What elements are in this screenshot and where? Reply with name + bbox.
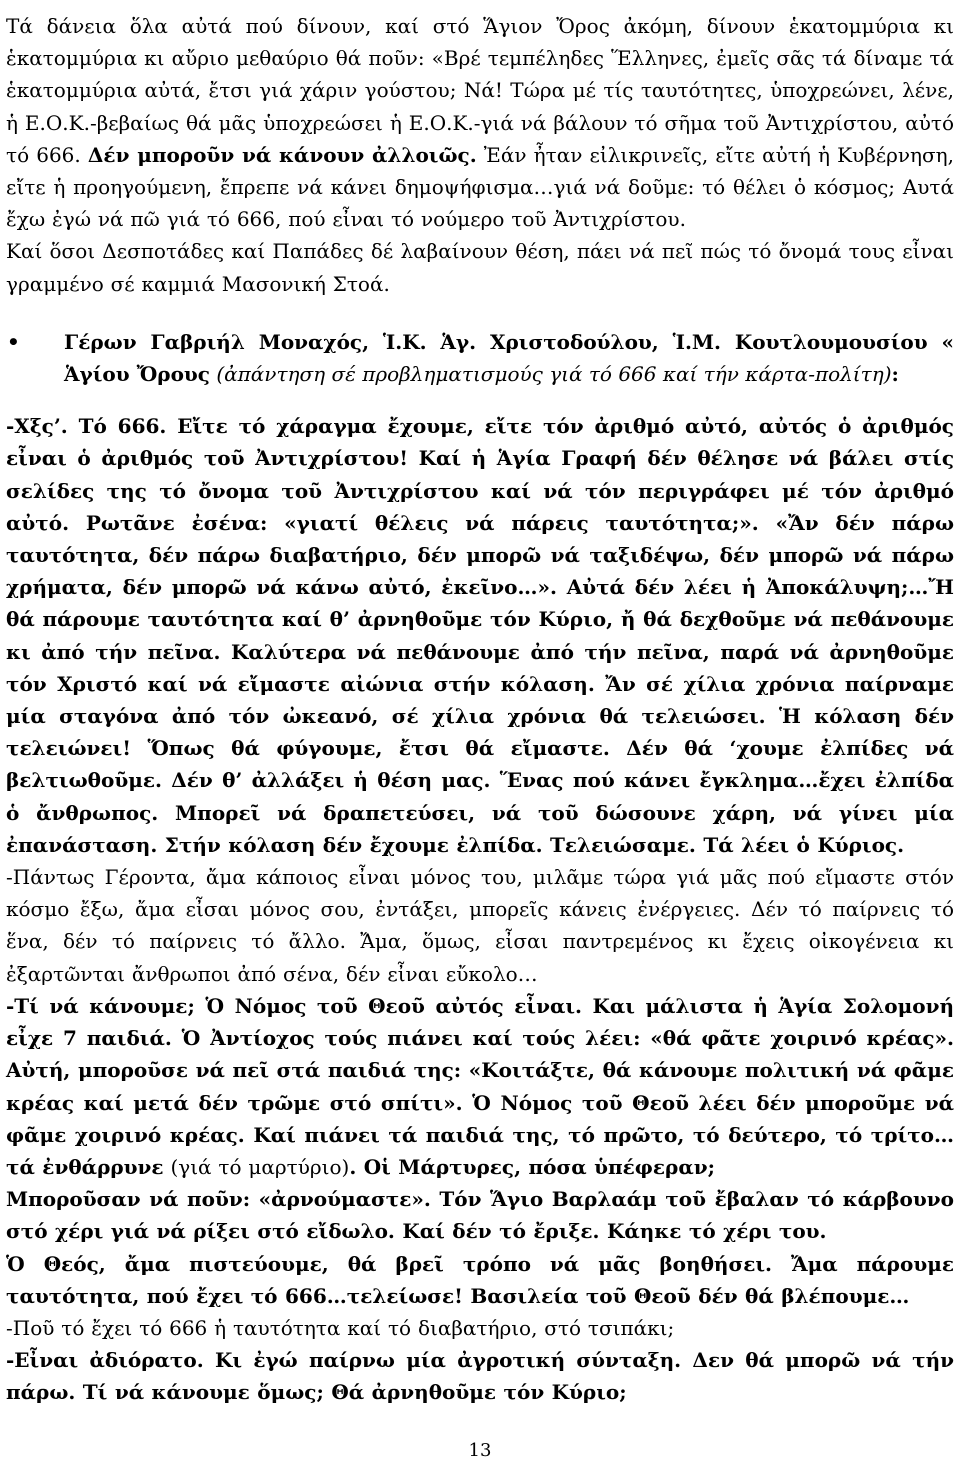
solomoni-bold-part2: . Οἱ Μάρτυρες, πόσα ὑπέφεραν; [349, 1154, 715, 1179]
solomoni-bold-part1: -Τί νά κάνουμε; Ὁ Νόμος τοῦ Θεοῦ αὐτός εἶναι. Και μάλιστα ἡ Ἁγία Σολομονή εἶχε 7 παιδιά. Ὁ Ἀντίοχος τούς πιάνει καί τούς λέει: «θά φᾶτε χοιρινό κρέας». Αὐτή, μποροῦσε νά πεῖ στά παιδιά της: «Κοιτάξτε, θά κάνουμε πολιτική νά φᾶμε κρέας καί μετά δέν τρῶμε στό σπίτι». Ὁ Νόμος τοῦ Θεοῦ λέει δέν μποροῦμε νά φᾶμε χοιρινό κρέας. Καί πιάνει τά παιδιά της, τό πρῶτο, τό δεύτερο, τό τρίτο…τά ἐνθάρρυνε [6, 993, 954, 1179]
paragraph-question-family: -Πάντως Γέροντα, ἄμα κάποιος εἶναι μόνος του, μιλᾶμε τώρα γιά μᾶς πού εἴμαστε στόν κόσμο ἔξω, ἄμα εἶσαι μόνος σου, ἐντάξει, μπορεῖς κάνεις ἐνέργειες. Δέν τό παίρνεις τό ἕνα, δέν τό παίρνεις τό ἄλλο. Ἄμα, ὅμως, εἶσαι παντρεμένος κι ἔχεις οἰκογένεια κι ἐξαρτῶνται ἄνθρωποι ἀπό σένα, δέν εἶναι εὔκολο… [6, 865, 954, 986]
page-number: 13 [468, 1440, 492, 1461]
source-citation [64, 326, 954, 390]
bullet-icon: • [7, 329, 20, 354]
intro-text-part1: Τά δάνεια ὅλα αὐτά πού δίνουν, καί στό Ἅγιον Ὄρος ἀκόμη, δίνουν ἑκατομμύρια κι ἑκατομμύρια κι αὔριο μεθαύριο θά ποῦν: «Βρέ τεμπέληδες Ἕλληνες, ἐμεῖς σᾶς τά δίναμε τά ἑκατομμύρια αὐτά, ἔτσι γιά χάριν γούστου; Νά! Τώρα μέ τίς ταυτότητες, ὑποχρεώνει, λένε, ἡ Ε.Ο.Κ.-βεβαίως θά μᾶς ὑποχρεώσει ἡ Ε.Ο.Κ.-γιά νά βάλουν τό σῆμα τοῦ Ἀντιχρίστου, αὐτό τό 666. [6, 14, 954, 167]
paragraph-varlaam: Μποροῦσαν νά ποῦν: «ἀρνούμαστε». Τόν Ἅγιο Βαρλαάμ τοῦ ἔβαλαν τό κάρβουνο στό χέρι γιά νά ρίξει στό εἴδωλο. Καί δέν τό ἔριξε. Κάηκε τό χέρι του. [6, 1187, 954, 1244]
paragraph-intro [6, 10, 954, 235]
paragraph-solomoni [6, 990, 954, 1183]
paragraph-god-helps: Ὁ Θεός, ἄμα πιστεύουμε, θά βρεῖ τρόπο νά μᾶς βοηθήσει. Ἄμα πάρουμε ταυτότητα, πού ἔχει τό 666…τελείωσε! Βασιλεία τοῦ Θεοῦ δέν θά βλέπουμε… [6, 1251, 954, 1308]
source-author: Γέρων Γαβριήλ Μοναχός, Ἱ.Κ. Ἁγ. Χριστοδούλου, Ἱ.Μ. Κουτλουμουσίου « Ἁγίου Ὄρους [64, 329, 954, 387]
solomoni-normal-part: (γιά τό μαρτύριο) [163, 1154, 350, 1179]
spacer [6, 390, 954, 410]
paragraph-answer-invisible: -Εἶναι ἀδιόρατο. Κι ἐγώ παίρνω μία ἀγροτική σύνταξη. Δεν θά μπορῶ νά τήν πάρω. Τί νά κάνουμε ὅμως; Θά ἀρνηθοῦμε τόν Κύριο; [6, 1348, 954, 1405]
intro-bold-phrase: Δέν μποροῦν νά κάνουν ἀλλοιῶς. [87, 142, 477, 167]
source-subtitle: (ἀπάντηση σέ προβληματισμούς γιά τό 666 καί τήν κάρτα-πολίτη) [209, 362, 892, 387]
spacer [6, 300, 954, 326]
source-colon: : [891, 362, 899, 387]
paragraph-666-answer: -Χξς’. Τό 666. Εἴτε τό χάραγμα ἔχουμε, εἴτε τόν ἀριθμό αὐτό, αὐτός ὁ ἀριθμός εἶναι ὁ ἀριθμός τοῦ Ἀντιχρίστου! Καί ἡ Ἁγία Γραφή δέν θέλησε νά βάλει στίς σελίδες της τό ὄνομα τοῦ Ἀντιχρίστου καί νά τόν περιγράφει μέ τόν ἀριθμό αὐτό. Ρωτᾶνε ἐσένα: «γιατί θέλεις νά πάρεις ταυτότητα;». «Ἄν δέν πάρω ταυτότητα, δέν πάρω διαβατήριο, δέν μπορῶ νά ταξιδέψω, δέν μπορῶ νά πάρω χρήματα, δέν μπορῶ νά κάνω αὐτό, ἐκεῖνο…». Αὐτά δέν λέει ἡ Ἀποκάλυψη;…Ἤ θά πάρουμε ταυτότητα καί θ’ ἀρνηθοῦμε τόν Κύριο, ἤ θά δεχθοῦμε νά πεθάνουμε κι ἀπό τήν πεῖνα. Καλύτερα νά πεθάνουμε ἀπό τήν πεῖνα, παρά νά ἀρνηθοῦμε τόν Χριστό καί νά εἴμαστε αἰώνια στήν κόλαση. Ἄν σέ χίλια χρόνια παίρναμε μία σταγόνα ἀπό τόν ὠκεανό, σέ χίλια χρόνια θά τελειώσει. Ἡ κόλαση δέν τελειώνει! Ὅπως θά φύγουμε, ἔτσι θά εἴμαστε. Δέν θά ‘χουμε ἐλπίδες νά βελτιωθοῦμε. Δέν θ’ ἀλλάξει ἡ θέση μας. Ἕνας πού κάνει ἔγκλημα…ἔχει ἐλπίδα ὁ ἄνθρωπος. Μπορεῖ νά δραπετεύσει, νά τοῦ δώσουνε χάρη, νά γίνει μία ἐπανάσταση. Στήν κόλαση δέν ἔχουμε ἐλπίδα. Τελειώσαμε. Τά λέει ὁ Κύριος. [6, 414, 954, 857]
paragraph-bishops: Καί ὅσοι Δεσποτάδες καί Παπάδες δέ λαβαίνουν θέση, πάει νά πεῖ πώς τό ὄνομά τους εἶναι γραμμένο σέ καμμιά Μασονική Στοά. [6, 239, 954, 296]
source-bullet [6, 326, 954, 390]
intro-text-part2: Ἐάν ἦταν εἰλικρινεῖς, εἴτε αὐτή ἡ Κυβέρνηση, εἴτε ἡ προηγούμενη, ἔπρεπε νά κάνει δημοψήφισμα…γιά νά δοῦμε: τό θέλει ὁ κόσμος; Αυτά ἔχω ἐγώ νά πῶ γιά τό 666, πού εἶναι τό νούμερο τοῦ Ἀντιχρίστου. [6, 142, 954, 232]
paragraph-question-chip: -Ποῦ τό ἔχει τό 666 ἡ ταυτότητα καί τό διαβατήριο, στό τσιπάκι; [6, 1315, 675, 1340]
